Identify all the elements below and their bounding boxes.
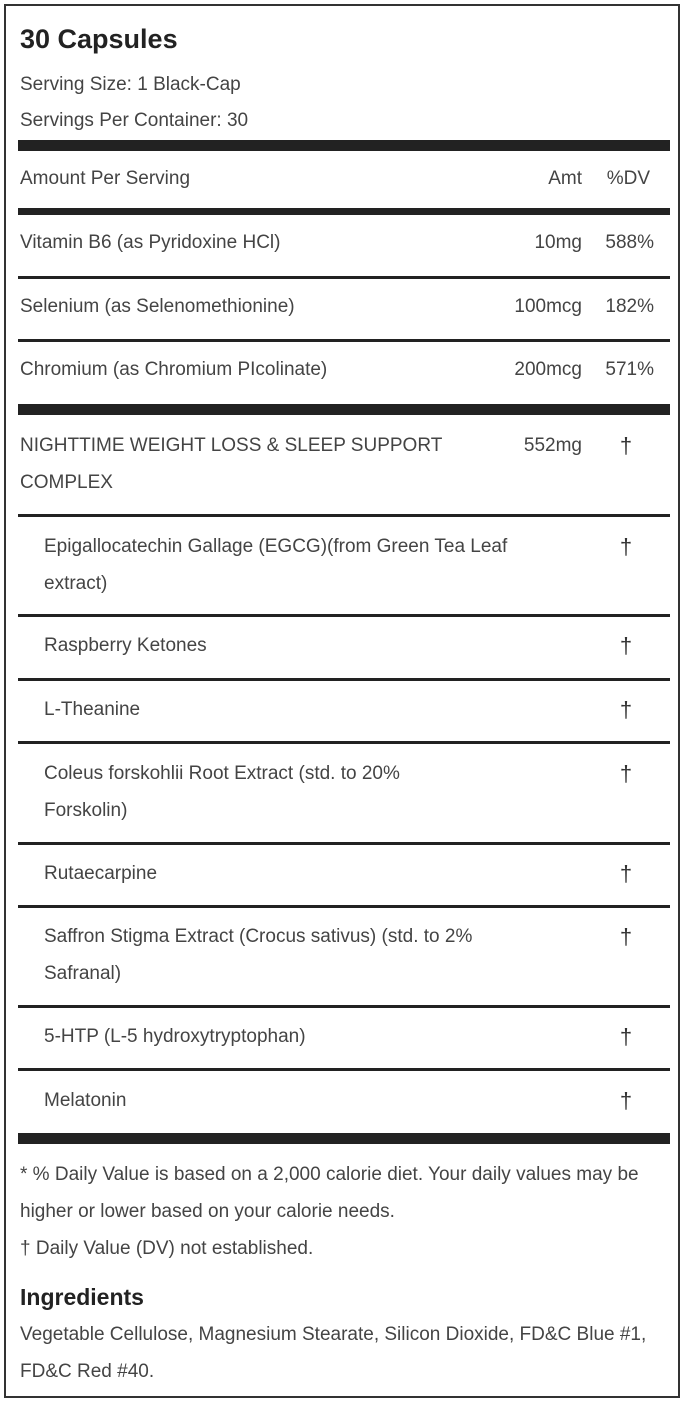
nutrient-amount: 100mcg [514,296,582,317]
serving-size: Serving Size: 1 Black-Cap [20,74,241,95]
dagger-symbol: † [619,433,633,458]
dagger-symbol: † [619,861,633,886]
container-count-title: 30 Capsules [20,24,178,54]
divider-thick [18,404,670,415]
nutrient-name: Selenium (as Selenomethionine) [20,296,295,317]
blend-ingredient: Raspberry Ketones [44,635,207,656]
nutrient-name: Vitamin B6 (as Pyridoxine HCl) [20,232,281,253]
divider-thin [18,514,670,517]
divider-thin [18,678,670,681]
not-established-footnote: † Daily Value (DV) not established. [20,1238,314,1259]
divider-thin [18,741,670,744]
nutrient-dv: 588% [605,232,654,253]
divider-medium [18,208,670,215]
divider-thin [18,276,670,279]
blend-amount: 552mg [523,435,582,456]
blend-ingredient: Saffron Stigma Extract (Crocus sativus) (std. to 2% Safranal) [44,926,473,984]
divider-thin [18,1005,670,1008]
blend-ingredient: Melatonin [44,1090,127,1111]
blend-ingredient: Epigallocatechin Gallage (EGCG)(from Green Tea Leaf extract) [44,536,508,594]
dagger-symbol: † [619,633,633,658]
supplement-facts-panel [4,4,680,1398]
divider-thin [18,842,670,845]
nutrient-amount: 10mg [534,232,582,253]
servings-per-container: Servings Per Container: 30 [20,110,249,131]
ingredients-heading: Ingredients [20,1284,144,1310]
nutrient-name: Chromium (as Chromium PIcolinate) [20,359,328,380]
dagger-symbol: † [619,761,633,786]
divider-thin [18,1068,670,1071]
blend-name: NIGHTTIME WEIGHT LOSS & SLEEP SUPPORT COMPLEX [20,435,442,493]
dagger-symbol: † [619,1088,633,1113]
nutrient-amount: 200mcg [514,359,582,380]
daily-value-footnote: * % Daily Value is based on a 2,000 calorie diet. Your daily values may be higher or lower based on your calorie needs. [20,1164,639,1222]
amount-per-serving-header: Amount Per Serving [20,168,191,189]
blend-ingredient: Coleus forskohlii Root Extract (std. to 20% Forskolin) [44,763,400,821]
nutrient-dv: 571% [605,359,654,380]
dagger-symbol: † [619,534,633,559]
ingredients-list: Vegetable Cellulose, Magnesium Stearate, Silicon Dioxide, FD&C Blue #1, FD&C Red #40. [20,1324,647,1382]
divider-thin [18,614,670,617]
amt-column-header: Amt [548,168,582,189]
divider-thick [18,140,670,151]
nutrient-dv: 182% [605,296,654,317]
divider-thick [18,1133,670,1144]
dagger-symbol: † [619,697,633,722]
blend-ingredient: Rutaecarpine [44,863,158,884]
blend-ingredient: 5-HTP (L-5 hydroxytryptophan) [44,1026,306,1047]
divider-thin [18,905,670,908]
dagger-symbol: † [619,1024,633,1049]
dagger-symbol: † [619,924,633,949]
dv-column-header: %DV [606,168,650,189]
blend-ingredient: L-Theanine [44,699,141,720]
divider-thin [18,339,670,342]
